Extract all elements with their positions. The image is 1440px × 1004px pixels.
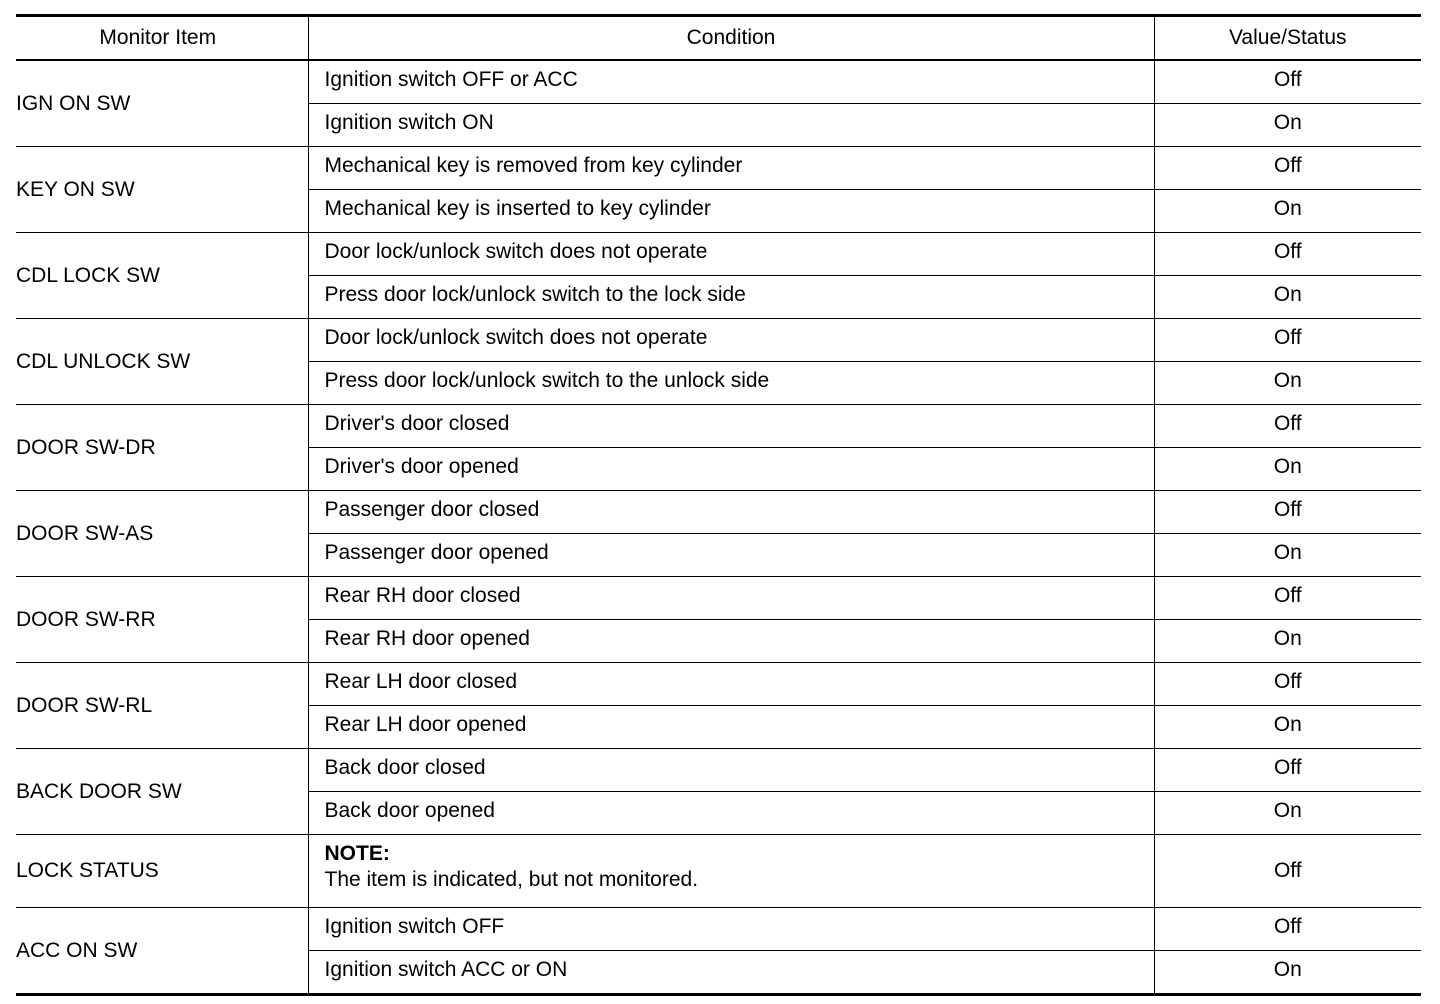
- table-row: [16, 749, 1421, 792]
- condition-cell: Rear LH door opened: [308, 706, 1154, 749]
- value-cell: Off: [1154, 60, 1421, 104]
- condition-cell: Mechanical key is inserted to key cylinder: [308, 190, 1154, 233]
- monitor-item-cell: DOOR SW-RR: [16, 577, 308, 663]
- header-condition: Condition: [308, 16, 1154, 61]
- value-cell: Off: [1154, 577, 1421, 620]
- value-cell: Off: [1154, 663, 1421, 706]
- table-row: [16, 319, 1421, 362]
- value-cell: Off: [1154, 491, 1421, 534]
- condition-cell: Passenger door closed: [308, 491, 1154, 534]
- table-row: [16, 577, 1421, 620]
- note-text: The item is indicated, but not monitored.: [324, 868, 699, 891]
- value-cell: Off: [1154, 405, 1421, 448]
- value-cell: Off: [1154, 319, 1421, 362]
- monitor-item-cell: CDL LOCK SW: [16, 233, 308, 319]
- condition-note-cell: [308, 835, 1154, 908]
- monitor-item-cell: LOCK STATUS: [16, 835, 308, 908]
- value-cell: On: [1154, 276, 1421, 319]
- table-row: [16, 60, 1421, 104]
- note-label: NOTE:: [324, 842, 390, 865]
- value-cell: On: [1154, 620, 1421, 663]
- condition-cell: Rear RH door closed: [308, 577, 1154, 620]
- table-row: [16, 491, 1421, 534]
- value-cell: On: [1154, 190, 1421, 233]
- monitor-item-cell: KEY ON SW: [16, 147, 308, 233]
- value-cell: Off: [1154, 749, 1421, 792]
- monitor-item-cell: BACK DOOR SW: [16, 749, 308, 835]
- header-monitor-item: Monitor Item: [16, 16, 308, 61]
- value-cell: On: [1154, 534, 1421, 577]
- condition-cell: Press door lock/unlock switch to the lock side: [308, 276, 1154, 319]
- value-cell: Off: [1154, 835, 1421, 908]
- condition-cell: Ignition switch OFF or ACC: [308, 60, 1154, 104]
- value-cell: Off: [1154, 908, 1421, 951]
- condition-cell: Press door lock/unlock switch to the unlock side: [308, 362, 1154, 405]
- condition-cell: Ignition switch ON: [308, 104, 1154, 147]
- condition-cell: Mechanical key is removed from key cylinder: [308, 147, 1154, 190]
- condition-cell: Rear RH door opened: [308, 620, 1154, 663]
- monitor-item-cell: CDL UNLOCK SW: [16, 319, 308, 405]
- value-cell: On: [1154, 448, 1421, 491]
- monitor-item-table: [16, 14, 1421, 996]
- table-row: [16, 835, 1421, 908]
- table-row: [16, 233, 1421, 276]
- monitor-item-cell: DOOR SW-AS: [16, 491, 308, 577]
- table-row: [16, 147, 1421, 190]
- condition-cell: Door lock/unlock switch does not operate: [308, 233, 1154, 276]
- monitor-item-cell: DOOR SW-DR: [16, 405, 308, 491]
- value-cell: On: [1154, 362, 1421, 405]
- value-cell: On: [1154, 104, 1421, 147]
- value-cell: Off: [1154, 147, 1421, 190]
- value-cell: On: [1154, 792, 1421, 835]
- condition-cell: Driver's door opened: [308, 448, 1154, 491]
- condition-cell: Back door opened: [308, 792, 1154, 835]
- condition-cell: Rear LH door closed: [308, 663, 1154, 706]
- condition-cell: Door lock/unlock switch does not operate: [308, 319, 1154, 362]
- value-cell: Off: [1154, 233, 1421, 276]
- condition-cell: Back door closed: [308, 749, 1154, 792]
- value-cell: On: [1154, 951, 1421, 995]
- monitor-item-cell: IGN ON SW: [16, 60, 308, 147]
- table-row: [16, 663, 1421, 706]
- table-row: [16, 908, 1421, 951]
- monitor-item-cell: DOOR SW-RL: [16, 663, 308, 749]
- condition-cell: Driver's door closed: [308, 405, 1154, 448]
- value-cell: On: [1154, 706, 1421, 749]
- table-row: [16, 405, 1421, 448]
- monitor-item-cell: ACC ON SW: [16, 908, 308, 995]
- condition-cell: Ignition switch OFF: [308, 908, 1154, 951]
- header-value-status: Value/Status: [1154, 16, 1421, 61]
- condition-cell: Passenger door opened: [308, 534, 1154, 577]
- condition-cell: Ignition switch ACC or ON: [308, 951, 1154, 995]
- table-header-row: [16, 16, 1421, 61]
